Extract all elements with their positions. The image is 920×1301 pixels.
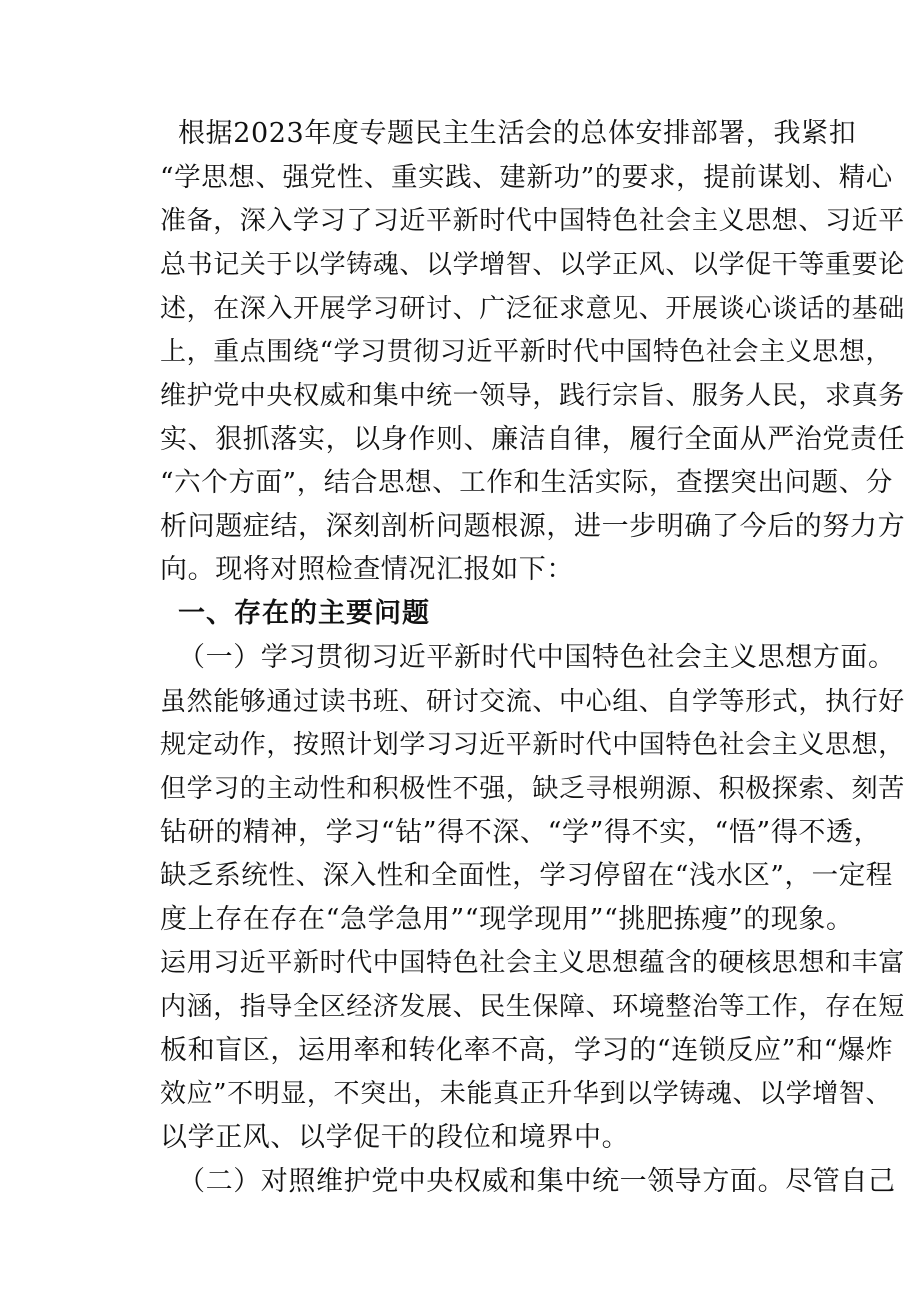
text-line: 准备，深入学习了习近平新时代中国特色社会主义思想、习近平 xyxy=(160,206,905,236)
text-line: 度上存在存在“急学急用”“现学现用”“挑肥拣瘦”的现象。 xyxy=(160,904,854,935)
text-line: 规定动作，按照计划学习习近平新时代中国特色社会主义思想， xyxy=(160,730,905,760)
text-line: 板和盲区，运用率和转化率不高，学习的“连锁反应”和“爆炸 xyxy=(160,1035,894,1066)
text-line: “六个方面”，结合思想、工作和生活实际，查摆突出问题、分 xyxy=(160,467,893,498)
text-line: 钻研的精神，学习“钻”得不深、“学”得不实，“悟”得不透， xyxy=(160,817,882,848)
text-line: 总书记关于以学铸魂、以学增智、以学正风、以学促干等重要论 xyxy=(160,250,905,280)
text-line: 上，重点围绕“学习贯彻习近平新时代中国特色社会主义思想， xyxy=(160,337,893,367)
text-line: 维护党中央权威和集中统一领导，践行宗旨、服务人民，求真务 xyxy=(160,381,905,411)
text-line: 析问题症结，深刻剖析问题根源，进一步明确了今后的努力方 xyxy=(160,511,906,542)
text-line: “学思想、强党性、重实践、建新功”的要求，提前谋划、精心 xyxy=(160,162,893,193)
section-heading: 一、存在的主要问题 xyxy=(178,598,430,629)
text-line: （二）对照维护党中央权威和集中统一领导方面。尽管自己 xyxy=(178,1166,896,1197)
text-line: 内涵，指导全区经济发展、民生保障、环境整治等工作，存在短 xyxy=(160,992,905,1022)
text-line: 但学习的主动性和积极性不强，缺乏寻根朔源、积极探索、刻苦 xyxy=(160,774,905,804)
text-line: 缺乏系统性、深入性和全面性，学习停留在“浅水区”，一定程 xyxy=(160,860,893,891)
text-line: 虽然能够通过读书班、研讨交流、中心组、自学等形式，执行好 xyxy=(160,687,905,717)
text-line: 以学正风、以学促干的段位和境界中。 xyxy=(160,1122,630,1153)
text-line: （一）学习贯彻习近平新时代中国特色社会主义思想方面。 xyxy=(178,642,896,673)
text-line: 实、狠抓落实，以身作则、廉洁自律，履行全面从严治党责任 xyxy=(160,424,906,455)
text-line: 根据2023年度专题民主生活会的总体安排部署，我紧扣 xyxy=(178,118,857,149)
text-line: 向。现将对照检查情况汇报如下： xyxy=(160,554,574,585)
text-line: 述，在深入开展学习研讨、广泛征求意见、开展谈心谈话的基础 xyxy=(160,294,905,324)
text-line: 运用习近平新时代中国特色社会主义思想蕴含的硬核思想和丰富 xyxy=(160,948,905,978)
text-line: 效应”不明显，不突出，未能真正升华到以学铸魂、以学增智、 xyxy=(160,1079,893,1109)
